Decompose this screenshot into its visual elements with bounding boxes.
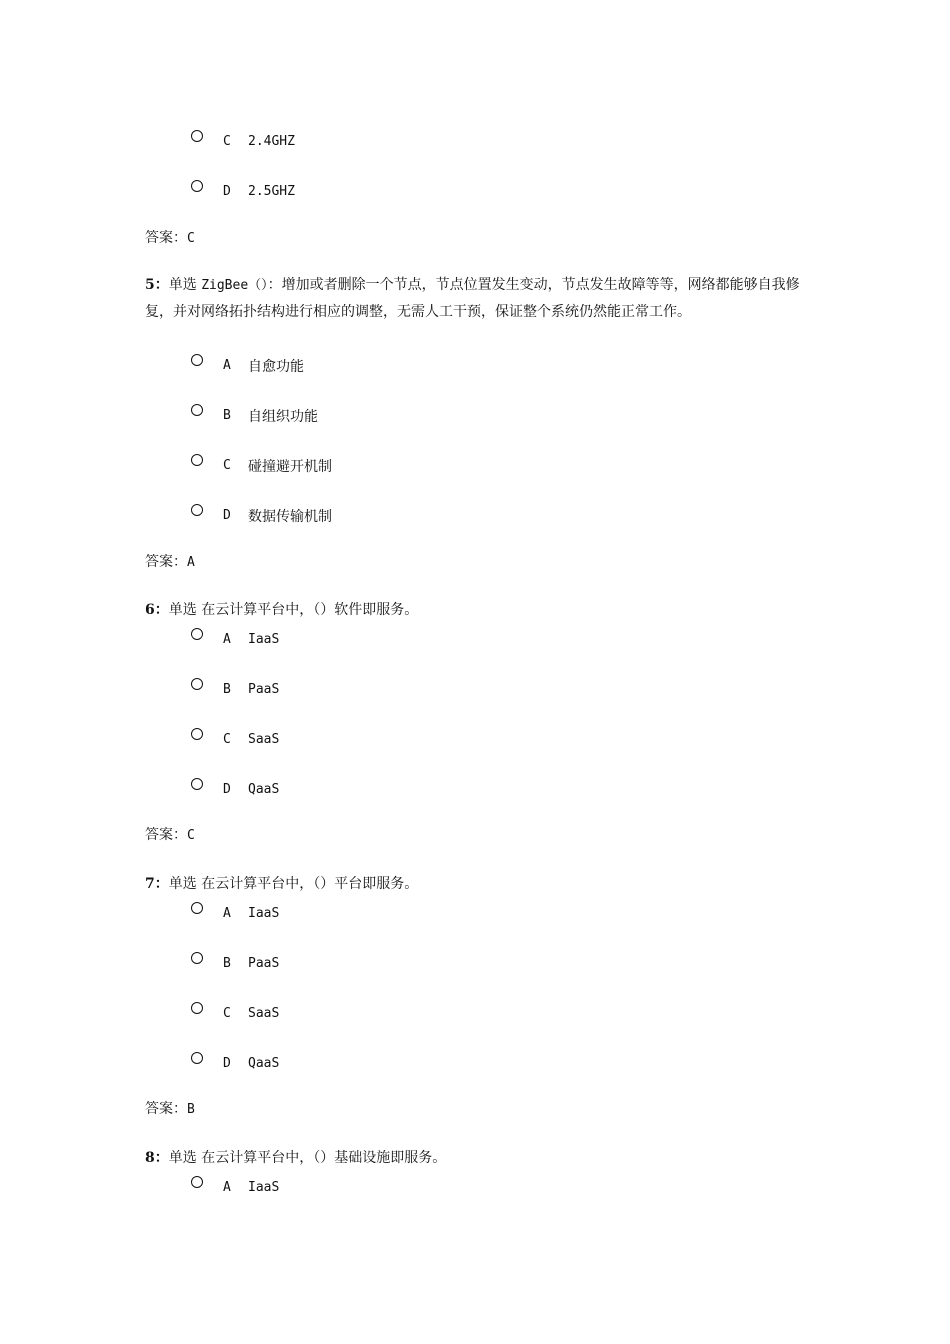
radio-button[interactable] (191, 504, 203, 516)
question-text: 在云计算平台中，（）平台即服务。 (201, 876, 419, 892)
option-text: SaaS (248, 732, 280, 747)
option-letter: A (223, 1180, 231, 1195)
radio-button[interactable] (191, 180, 203, 192)
option-text: PaaS (248, 682, 280, 697)
radio-button[interactable] (191, 1052, 203, 1064)
q8-prompt (145, 1145, 805, 1171)
option-text: 2.5GHZ (248, 184, 295, 199)
radio-button[interactable] (191, 628, 203, 640)
option-letter: C (223, 134, 231, 149)
q7-option-c[interactable] (191, 1002, 491, 1026)
q5-option-b[interactable] (191, 404, 491, 428)
radio-button[interactable] (191, 404, 203, 416)
option-letter: C (223, 1006, 231, 1021)
option-letter: D (223, 508, 231, 523)
answer-value: B (187, 1102, 195, 1117)
q6-prompt (145, 597, 805, 623)
option-text: IaaS (248, 1180, 280, 1195)
q5-option-d[interactable] (191, 504, 491, 528)
option-letter: A (223, 358, 231, 373)
question-number: 7： (145, 876, 169, 892)
option-text: IaaS (248, 906, 280, 921)
radio-button[interactable] (191, 1176, 203, 1188)
q5-answer (145, 551, 195, 571)
q7-option-b[interactable] (191, 952, 491, 976)
question-number: 6： (145, 602, 169, 618)
option-text: 数据传输机制 (248, 509, 332, 525)
option-letter: C (223, 458, 231, 473)
radio-button[interactable] (191, 902, 203, 914)
question-type: 单选 (168, 876, 197, 892)
answer-label: 答案： (145, 1101, 187, 1117)
option-letter: D (223, 184, 231, 199)
answer-label: 答案： (145, 230, 187, 246)
q5-option-c[interactable] (191, 454, 491, 478)
question-number: 5： (145, 277, 169, 293)
option-letter: A (223, 632, 231, 647)
q7-option-d[interactable] (191, 1052, 491, 1076)
question-text: 在云计算平台中，（）基础设施即服务。 (201, 1150, 447, 1166)
radio-button[interactable] (191, 1002, 203, 1014)
answer-label: 答案： (145, 554, 187, 570)
question-number: 8： (145, 1150, 169, 1166)
question-type: 单选 (168, 277, 197, 293)
option-text: SaaS (248, 1006, 280, 1021)
q7-option-a[interactable] (191, 902, 491, 926)
q6-option-c[interactable] (191, 728, 491, 752)
q6-option-a[interactable] (191, 628, 491, 652)
option-letter: D (223, 1056, 231, 1071)
q4-option-c[interactable] (191, 130, 491, 154)
radio-button[interactable] (191, 354, 203, 366)
question-text: ：增加或者删除一个节点，节点位置发生变动，节点发生故障等等，网络都能够自我修复，并对网络拓扑结构进行相应的调整，无需人工干预，保证整个系统仍然能正常工作。 (145, 277, 800, 320)
answer-value: A (187, 555, 195, 570)
option-letter: A (223, 906, 231, 921)
q6-answer (145, 824, 195, 844)
q7-prompt (145, 871, 805, 897)
radio-button[interactable] (191, 454, 203, 466)
option-text: QaaS (248, 782, 280, 797)
q7-answer (145, 1098, 195, 1118)
option-text: QaaS (248, 1056, 280, 1071)
question-text: 在云计算平台中，（）软件即服务。 (201, 602, 419, 618)
q5-prompt (145, 272, 805, 325)
radio-button[interactable] (191, 678, 203, 690)
option-letter: B (223, 408, 231, 423)
option-text: 2.4GHZ (248, 134, 295, 149)
q8-option-a[interactable] (191, 1176, 491, 1200)
q6-option-d[interactable] (191, 778, 491, 802)
radio-button[interactable] (191, 130, 203, 142)
option-text: 自组织功能 (248, 409, 318, 425)
option-letter: B (223, 682, 231, 697)
option-letter: D (223, 782, 231, 797)
radio-button[interactable] (191, 728, 203, 740)
option-text: 碰撞避开机制 (248, 459, 332, 475)
question-type: 单选 (168, 602, 197, 618)
question-keyword: ZigBee（） (201, 278, 268, 293)
option-text: IaaS (248, 632, 280, 647)
option-letter: C (223, 732, 231, 747)
radio-button[interactable] (191, 778, 203, 790)
q4-answer (145, 227, 195, 247)
q4-option-d[interactable] (191, 180, 491, 204)
radio-button[interactable] (191, 952, 203, 964)
question-type: 单选 (168, 1150, 197, 1166)
q5-option-a[interactable] (191, 354, 491, 378)
answer-value: C (187, 231, 195, 246)
answer-value: C (187, 828, 195, 843)
option-text: PaaS (248, 956, 280, 971)
q6-option-b[interactable] (191, 678, 491, 702)
answer-label: 答案： (145, 827, 187, 843)
option-text: 自愈功能 (248, 359, 304, 375)
option-letter: B (223, 956, 231, 971)
